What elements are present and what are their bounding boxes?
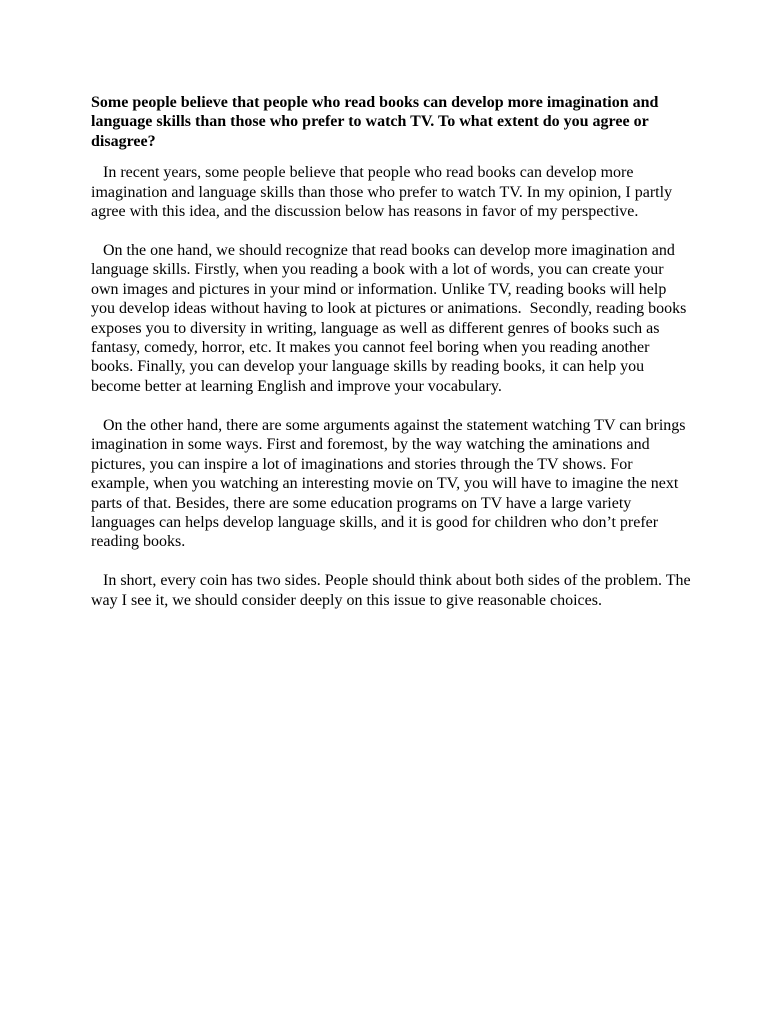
essay-prompt: Some people believe that people who read books can develop more imagination and language skills than those who prefer to watch TV. To what extent do you agree or disagree? [91, 94, 659, 150]
paragraph-introduction: In recent years, some people believe that people who read books can develop more imagination and language skills than those who prefer to watch TV. In my opinion, I partly agree with this idea, and the discussion below has reasons in favor of my perspective. [91, 164, 677, 221]
paragraph-body-reading: On the one hand, we should recognize that read books can develop more imagination and language skills. Firstly, when you reading a book with a lot of words, you can create your own images and pictures in your mind or information. Unlike TV, reading books will help you develop ideas without having to look at pictures or animations. Secondly, reading books exposes you to diversity in writing, language as well as different genres of books such as fantasy, comedy, horror, etc. It makes you cannot feel boring when you reading another books. Finally, you can develop your language skills by reading books, it can help you become better at learning English and improve your vocabulary. [91, 242, 691, 395]
document-body [91, 93, 695, 630]
paragraph-conclusion: In short, every coin has two sides. People should think about both sides of the problem. The way I see it, we should consider deeply on this issue to give reasonable choices. [91, 572, 695, 609]
paragraph-body-tv: On the other hand, there are some arguments against the statement watching TV can brings imagination in some ways. First and foremost, by the way watching the aminations and pictures, you can inspire a lot of imaginations and stories through the TV shows. For example, when you watching an interesting movie on TV, you will have to imagine the next parts of that. Besides, there are some education programs on TV have a large variety languages can helps develop language skills, and it is good for children who don’t prefer reading books. [91, 416, 690, 551]
